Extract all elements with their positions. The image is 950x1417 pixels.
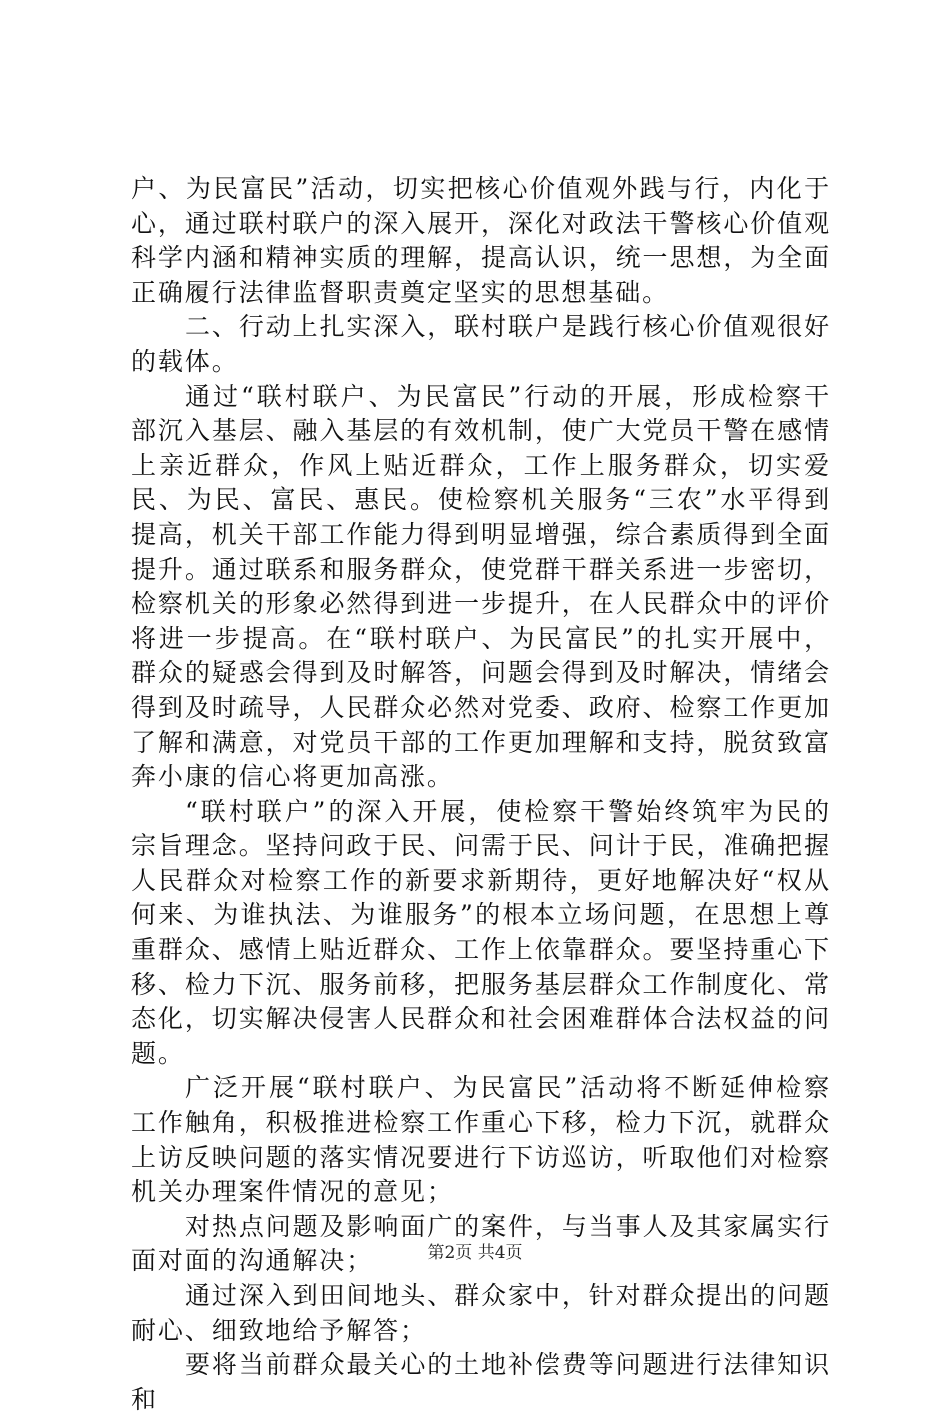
- paragraph-1: 户、为民富民”活动，切实把核心价值观外践与行，内化于心，通过联村联户的深入展开，深化对政法干警核心价值观科学内涵和精神实质的理解，提高认识，统一思想，为全面正确履行法律监督职责奠定坚实的思想基础。: [131, 174, 831, 307]
- paragraph-8: 要将当前群众最关心的土地补偿费等问题进行法律知识和: [131, 1350, 831, 1414]
- paragraph-4: “联村联户”的深入开展，使检察干警始终筑牢为民的宗旨理念。坚持问政于民、问需于民、问计于民，准确把握人民群众对检察工作的新要求新期待，更好地解决好“权从何来、为谁执法、为谁服务”的根本立场问题，在思想上尊重群众、感情上贴近群众、工作上依靠群众。要坚持重心下移、检力下沉、服务前移，把服务基层群众工作制度化、常态化，切实解决侵害人民群众和社会困难群体合法权益的问题。: [131, 796, 831, 1068]
- paragraph-5: 广泛开展“联村联户、为民富民”活动将不断延伸检察工作触角，积极推进检察工作重心下移，检力下沉，就群众上访反映问题的落实情况要进行下访巡访，听取他们对检察机关办理案件情况的意见；: [131, 1073, 831, 1207]
- paragraph-6: 对热点问题及影响面广的案件，与当事人及其家属实行面对面的沟通解决；: [131, 1211, 831, 1276]
- document-body: [131, 172, 831, 1417]
- page-footer: [0, 1242, 950, 1264]
- paragraph-7: 通过深入到田间地头、群众家中，针对群众提出的问题耐心、细致地给予解答；: [131, 1281, 831, 1345]
- page-number-label: 第2页 共4页: [427, 1243, 523, 1263]
- paragraph-2-section-heading: 二、行动上扎实深入，联村联户是践行核心价值观很好的载体。: [131, 312, 831, 376]
- paragraph-3: 通过“联村联户、为民富民”行动的开展，形成检察干部沉入基层、融入基层的有效机制，使广大党员干警在感情上亲近群众，作风上贴近群众，工作上服务群众，切实爱民、为民、富民、惠民。使检察机关服务“三农”水平得到提高，机关干部工作能力得到明显增强，综合素质得到全面提升。通过联系和服务群众，使党群干群关系进一步密切，检察机关的形象必然得到进一步提升，在人民群众中的评价将进一步提高。在“联村联户、为民富民”的扎实开展中，群众的疑惑会得到及时解答，问题会得到及时解决，情绪会得到及时疏导，人民群众必然对党委、政府、检察工作更加了解和满意，对党员干部的工作更加理解和支持，脱贫致富奔小康的信心将更加高涨。: [131, 381, 831, 792]
